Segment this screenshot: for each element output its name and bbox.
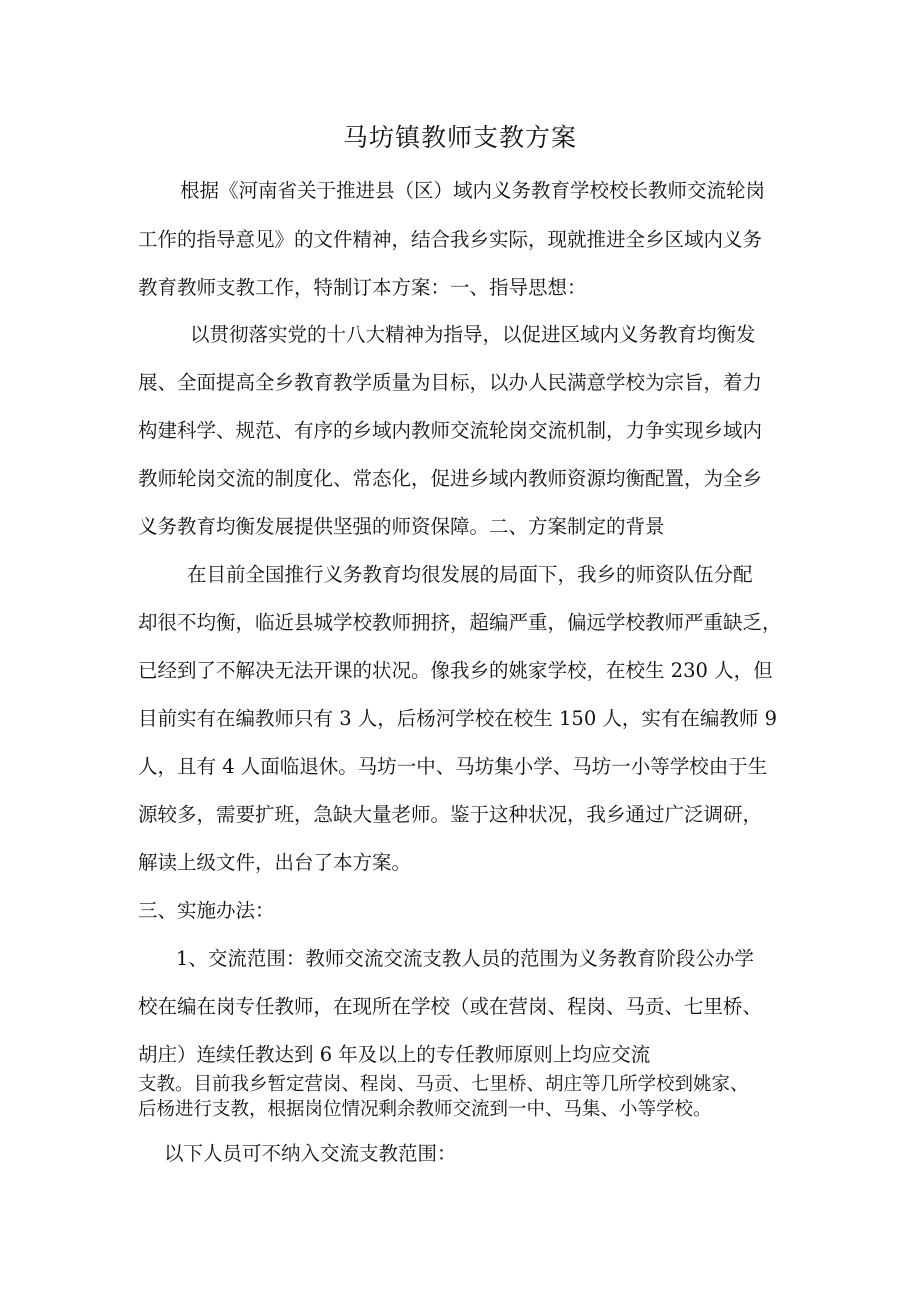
- paragraph-line: 教师轮岗交流的制度化、常态化，促进乡域内教师资源均衡配置，为全乡: [138, 467, 763, 490]
- paragraph-line: 目前实有在编教师只有 3 人，后杨河学校在校生 150 人，实有在编教师 9: [138, 707, 778, 730]
- paragraph-line: 以贯彻落实党的十八大精神为指导，以促进区域内义务教育均衡发: [190, 323, 756, 346]
- paragraph-line: 支教。目前我乡暂定营岗、程岗、马贡、七里桥、胡庄等几所学校到姚家、: [138, 1074, 749, 1095]
- paragraph-line: 1、交流范围：教师交流交流支教人员的范围为义务教育阶段公办学: [176, 947, 754, 970]
- paragraph-line: 胡庄）连续任教达到 6 年及以上的专任教师原则上均应交流: [138, 1043, 651, 1066]
- paragraph-line: 构建科学、规范、有序的乡域内教师交流轮岗交流机制，力争实现乡域内: [138, 419, 763, 442]
- paragraph-line: 却很不均衡，临近县城学校教师拥挤，超编严重，偏远学校教师严重缺乏，: [138, 611, 782, 634]
- paragraph-line: 义务教育均衡发展提供坚强的师资保障。二、方案制定的背景: [138, 515, 665, 538]
- section-heading: 三、实施办法：: [138, 899, 275, 922]
- paragraph-line: 教育教师支教工作，特制订本方案：一、指导思想：: [138, 276, 587, 299]
- paragraph-line: 解读上级文件，出台了本方案。: [138, 851, 412, 874]
- paragraph-line: 已经到了不解决无法开课的状况。像我乡的姚家学校，在校生 230 人，但: [138, 659, 773, 682]
- paragraph-line: 展、全面提高全乡教育教学质量为目标，以办人民满意学校为宗旨，着力: [138, 371, 763, 394]
- paragraph-line: 源较多，需要扩班，急缺大量老师。鉴于这种状况，我乡通过广泛调研，: [138, 803, 763, 826]
- paragraph-line: 人，且有 4 人面临退休。马坊一中、马坊集小学、马坊一小等学校由于生: [138, 755, 768, 778]
- paragraph-line: 在目前全国推行义务教育均很发展的局面下，我乡的师资队伍分配: [187, 563, 753, 586]
- paragraph-line: 后杨进行支教，根据岗位情况剩余教师交流到一中、马集、小等学校。: [138, 1099, 712, 1120]
- paragraph-line: 根据《河南省关于推进县（区）域内义务教育学校校长教师交流轮岗: [180, 179, 766, 202]
- paragraph-line: 工作的指导意见》的文件精神，结合我乡实际，现就推进全乡区域内义务: [138, 228, 763, 251]
- document-title: 马坊镇教师支教方案: [342, 123, 577, 152]
- paragraph-line: 以下人员可不纳入交流支教范围：: [164, 1142, 457, 1165]
- paragraph-line: 校在编在岗专任教师，在现所在学校（或在营岗、程岗、马贡、七里桥、: [138, 995, 763, 1018]
